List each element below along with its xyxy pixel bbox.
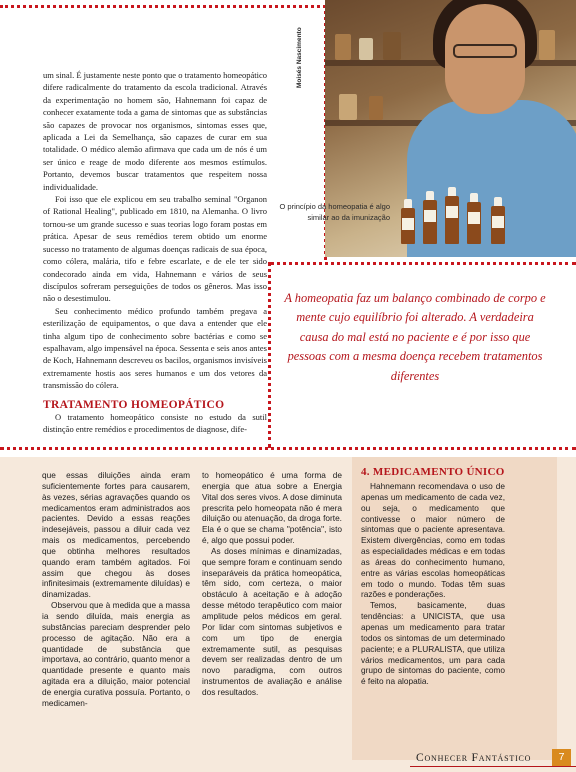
lower-col1-paragraph: que essas diluições ainda eram suficientemente fortes para causarem, às vezes, sérias agravações quando os medicamentos eram administrados aos pacientes. Devido a essas reações indesejáveis, passou a diluir cada vez mais os medicamentos, percebendo que obtinha melhores resultados quando eram também agitados. Foi assim que chegou às doses infinitesimais (extremamente diluídas) e dinamizadas.: [42, 470, 190, 600]
photo-caption: O princípio da homeopatia é algo similar ao da imunização: [279, 202, 390, 222]
top-dotted-rule: [0, 5, 326, 8]
sidebar-paragraph: Temos, basicamente, duas tendências: a UNICISTA, que usa apenas um medicamento para tratar todos os sintomas de um determinado paciente; e a PLURALISTA, que utiliza vários medicamentos, um para cada grupo de sintomas do paciente, como é feito na alopatia.: [361, 600, 505, 687]
article-paragraph-2: Foi isso que ele explicou em seu trabalho seminal "Organon of Rational Healing", publicado em 1810, na Alemanha. O livro tornou-se um grande sucesso e suas teorias logo foram postas em prática. Apesar de seus remédios terem obtido um enorme sucesso no tratamento de algumas doenças radicais de sua época, como cólera, malária, tifo e febre escarlate, e de ele ter sido condecorado ainda em vida, Hahnemann e vários de seus discípulos sofreram perseguições de todos os gêneros. Mas isso não o desestimulou.: [43, 194, 267, 304]
jar: [369, 96, 383, 120]
face: [445, 4, 525, 114]
sidebar-heading: 4. MEDICAMENTO ÚNICO: [361, 466, 505, 478]
section-paragraph: O tratamento homeopático consiste no estudo da sutil distinção entre remédios e procedimentos de diagnose, dife-: [43, 411, 267, 435]
magazine-name: Conhecer Fantástico: [416, 752, 532, 764]
page-number: 7: [552, 749, 571, 766]
lower-column-1: [42, 470, 190, 709]
lower-col2-paragraph: to homeopático é uma forma de energia que atua sobre a Energia Vital dos seres vivos. A dose diminuta prescrita pelo homeopata não é mera diluição ou atenuação, da droga forte. Ela é o que se chama "potência", isto é, algo que possui poder.: [202, 470, 342, 546]
lower-column-2: [202, 470, 342, 698]
jar: [359, 38, 373, 60]
lower-dotted-rule: [0, 447, 576, 450]
article-paragraph-3: Seu conhecimento médico profundo também pregava a esterilização de equipamentos, o que dava a entender que ele tinha algum tipo de conhecimento sobre bactérias e como se espalhavam, algo impensável na época. Sessenta e seis anos antes de Koch, Hahnemann descreveu os bacilos, organismos invisíveis extremamente hostis aos seres humanos e um dos vetores da transmissão do cólera.: [43, 305, 267, 391]
jar: [539, 30, 555, 60]
jar: [339, 94, 357, 120]
jar: [383, 32, 401, 60]
section-heading: TRATAMENTO HOMEOPÁTICO: [43, 398, 225, 411]
remedy-bottle: [467, 202, 481, 244]
lower-col1-paragraph: Observou que à medida que a massa ia sendo diluída, mais energia as substâncias pareciam desprender pelo processo de agitação. Não era a quantidade de substância que importava, ao contrário, quanto menor a quantidade presente e quanto mais agitada era a diluição, maior potencial de energia curativa possuía. Portanto, o medicamen-: [42, 600, 190, 708]
glasses: [453, 44, 517, 58]
photo-credit: Moisés Nascimento: [296, 27, 303, 88]
remedy-bottle: [401, 208, 415, 244]
remedy-bottle: [445, 196, 459, 244]
main-article-column: [43, 69, 267, 436]
photo-bottom-dotted-rule: [270, 262, 576, 265]
quote-left-dotted-rule: [268, 262, 271, 448]
remedy-bottle: [491, 206, 505, 244]
article-paragraph-1: um sinal. É justamente neste ponto que o tratamento homeopático difere radicalmente do tratamento da escola tradicional. Através da experimentação no homem são, Hahnemann foi capaz de conhecer exatamente toda a gama de sintomas que as substâncias são capazes de provocar nos organismos, sintomas esses que, aplicada a Lei da Semelhança, são capazes de curar em sua totalidade. O médico alemão afirmava que cada um de nós é um ser único e reage de modo diferente aos mesmos estímulos. Portanto, devemos buscar tratamentos que respeitem nossa individualidade.: [43, 70, 267, 192]
lower-col2-paragraph: As doses mínimas e dinamizadas, que sempre foram e continuam sendo inseparáveis da prática homeopática, têm sido, com certeza, o maior obstáculo à aceitação e à adoção desse método terapêutico com maior amplitude pelos médicos em geral. Por lidar com sintomas subjetivos e com um tipo de energia extremamente sutil, as pesquisas devem ser realizadas dentro de um novo paradigma, com outros instrumentos de avaliação e análise dos resultados.: [202, 545, 342, 697]
jar: [335, 34, 351, 60]
sidebar-paragraph: Hahnemann recomendava o uso de apenas um medicamento de cada vez, ou seja, o medicamento que contivesse o maior número de sintomas que o paciente apresentava. Existem divergências, como em todas as especialidades médicas e em todas as áreas do conhecimento humano, entre as várias escolas homeopáticas em todo o mundo. Todas têm suas razões e ponderações.: [361, 481, 505, 600]
pull-quote: A homeopatia faz um balanço combinado de corpo e mente cujo equilíbrio foi alterado. A verdadeira causa do mal está no paciente e é por isso que pessoas com a mesma doença recebem tratamentos diferentes: [284, 291, 546, 383]
footer-rule: [410, 766, 576, 767]
sidebar-column: [361, 466, 505, 687]
remedy-bottle: [423, 200, 437, 244]
